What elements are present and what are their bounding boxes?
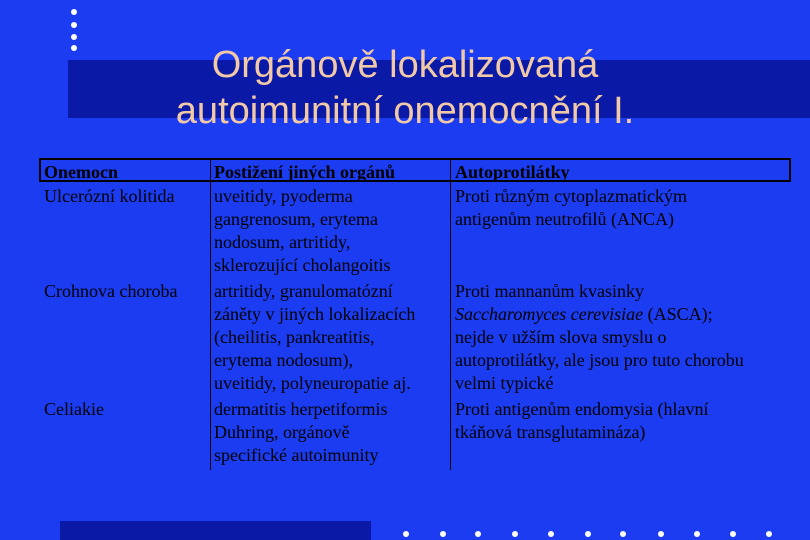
- decor-dot: [620, 531, 626, 537]
- table-row-other: dermatitis herpetiformis Duhring, orgánově specifické autoimunity: [214, 399, 388, 465]
- table-row-other: uveitidy, pyoderma gangrenosum, erytema nodosum, artritidy, sklerozující cholangoitis: [214, 186, 391, 275]
- decor-dot: [440, 531, 446, 537]
- footer-band: [60, 521, 371, 540]
- header-disease: Onemocn: [44, 162, 118, 182]
- column-divider: [210, 158, 211, 470]
- table-row-disease: Ulcerózní kolitida: [44, 186, 175, 206]
- decor-dot: [585, 531, 591, 537]
- decor-dot: [71, 9, 77, 15]
- header-antibodies: Autoprotilátky: [455, 162, 570, 182]
- column-divider: [450, 158, 451, 470]
- decor-dot: [658, 531, 664, 537]
- decor-dot: [475, 531, 481, 537]
- decor-dot: [71, 22, 77, 28]
- table-row-antibodies: Proti mannanům kvasinky Saccharomyces cerevisiae (ASCA); nejde v užším slova smyslu o autoprotilátky, ale jsou pro tuto chorobu velmi typické: [455, 281, 744, 393]
- decor-dot: [694, 531, 700, 537]
- decor-dot: [403, 531, 409, 537]
- decor-dot: [730, 531, 736, 537]
- table-row-disease: Celiakie: [44, 399, 104, 419]
- table-row-antibodies: Proti různým cytoplazmatickým antigenům neutrofilů (ANCA): [455, 186, 687, 229]
- title-line-2: autoimunitní onemocnění I.: [175, 90, 635, 132]
- table-row-disease: Crohnova choroba: [44, 281, 178, 301]
- title-line-1: Orgánově lokalizovaná: [211, 44, 599, 86]
- decor-dot: [766, 531, 772, 537]
- decor-dot: [548, 531, 554, 537]
- table-row-antibodies: Proti antigenům endomysia (hlavní tkáňová transglutamináza): [455, 399, 709, 442]
- table-row-other: artritidy, granulomatózní záněty v jiných lokalizacích (cheilitis, pankreatitis, erytema nodosum), uveitidy, polyneuropatie aj.: [214, 281, 416, 393]
- slide-title: [70, 42, 740, 134]
- decor-dot: [512, 531, 518, 537]
- decor-dot: [71, 34, 77, 40]
- header-other-organs: Postižení jiných orgánů: [214, 162, 396, 182]
